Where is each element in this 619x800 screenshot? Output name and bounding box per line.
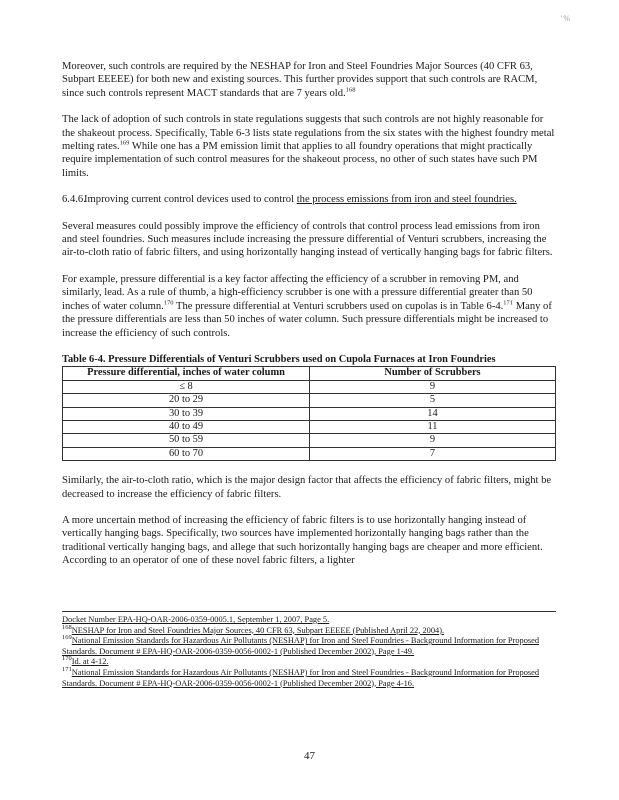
- scrubber-table: [62, 366, 556, 461]
- table-cell: 30 to 39: [63, 407, 310, 420]
- table-cell: 9: [310, 380, 556, 393]
- footnote-text: NESHAP for Iron and Steel Foundries Major Sources, 40 CFR 63, Subpart EEEEE (Published April 22, 2004).: [71, 625, 445, 635]
- paragraph-text: Several measures could possibly improve the efficiency of controls that control process lead emissions from iron and steel foundries. Such measures include increasing the pressure differential of Venturi scrubbers, increasing the air-to-cloth ratio of fabric filters, and using horizontally hanging instead of vertically hanging bags for fabric filters.: [62, 220, 553, 259]
- table-cell: ≤ 8: [63, 380, 310, 393]
- table-cell: 14: [310, 407, 556, 420]
- paragraph-pressure-differential: [62, 273, 556, 340]
- table-row: [63, 420, 556, 433]
- footnote-text: Docket Number EPA-HQ-OAR-2006-0359-0005.1, September 1, 2007, Page 5.: [62, 615, 330, 624]
- paragraph-air-to-cloth: [62, 474, 556, 501]
- table-row: [63, 434, 556, 447]
- footnote-ref: 171: [503, 299, 514, 307]
- table-cell: 20 to 29: [63, 394, 310, 407]
- section-title: [84, 193, 556, 206]
- section-title-underlined: the process emissions from iron and steel foundries.: [296, 194, 517, 206]
- paragraph-state-regulations: [62, 113, 556, 180]
- table-cell: 9: [310, 434, 556, 447]
- paragraph-text: Moreover, such controls are required by the NESHAP for Iron and Steel Foundries Major Sources (40 CFR 63, Subpart EEEEE) for both new and existing sources. This further provides support that such controls are RACM, since such controls represent MACT standards that are 7 years old.: [62, 61, 538, 99]
- section-title-text: Improving current control devices used to control: [84, 194, 297, 206]
- paragraph-text: The lack of adoption of such controls in state regulations suggests that such controls are not highly reasonable for the shakeout process. Specifically, Table 6-3 lists state regulations from the six states with the highest foundry metal melting rates.: [62, 114, 555, 153]
- footnote: [62, 657, 556, 668]
- footnote: [62, 615, 556, 626]
- table-row: [63, 394, 556, 407]
- footnote-text: Id. at 4-12.: [71, 657, 109, 667]
- table-row: [63, 407, 556, 420]
- table-row: [63, 380, 556, 393]
- document-body: [62, 60, 556, 581]
- paragraph-text: A more uncertain method of increasing the efficiency of fabric filters is to use horizontally hanging instead of vertically hanging bags. Specifically, two sources have implemented horizontally hanging bags rather than the traditional vertically hanging bags, and allege that such horizontally hanging bags are cheaper and more efficient. According to an operator of one of these novel fabric filters, a lighter: [62, 514, 543, 567]
- table-title: Table 6-4. Pressure Differentials of Venturi Scrubbers used on Cupola Furnaces at Iron Foundries: [62, 353, 496, 365]
- table-cell: 50 to 59: [63, 434, 310, 447]
- paragraph-text: While one has a PM emission limit that applies to all foundry operations that might practically require implementation of such control measures for the shakeout process, no other of such states have such PM limits.: [62, 141, 538, 179]
- footnote-number: 170: [62, 655, 72, 663]
- paragraph-text: The pressure differential at Venturi scrubbers used on cupolas is in Table 6-4.: [173, 300, 504, 312]
- footnote-text: National Emission Standards for Hazardous Air Pollutants (NESHAP) for Iron and Steel Foundries - Background Information for Proposed Standards. Document # EPA-HQ-OAR-2006-0359-0056-0002-1 (Published December 2002), Page 4-16.: [62, 667, 540, 688]
- table-cell: 7: [310, 447, 556, 460]
- footnote-number: 168: [62, 623, 72, 631]
- page-corner-mark: '%: [560, 14, 571, 23]
- section-number: 6.4.6.: [62, 194, 86, 206]
- table-row: [63, 447, 556, 460]
- footnote-ref: 169: [119, 139, 130, 147]
- table-cell: 11: [310, 420, 556, 433]
- footnote-number: 171: [62, 666, 72, 674]
- footnote-ref: 170: [163, 299, 174, 307]
- footnote-number: 169: [62, 634, 72, 642]
- paragraph-text: For example, pressure differential is a key factor affecting the efficiency of a scrubber in removing PM, and similarly, lead. As a rule of thumb, a high-efficiency scrubber is one with a pressure differential greater than 50 inches of water column.: [62, 273, 533, 312]
- paragraph-text: Similarly, the air-to-cloth ratio, which is the major design factor that affects the efficiency of fabric filters, might be decreased to increase the efficiency of fabric filters.: [62, 475, 552, 500]
- footnote-text: National Emission Standards for Hazardous Air Pollutants (NESHAP) for Iron and Steel Foundries - Background Information for Proposed Standards. Document # EPA-HQ-OAR-2006-0359-0056-0002-1 (Published December 2002), Page 1-49.: [62, 636, 540, 656]
- table-cell: 5: [310, 394, 556, 407]
- footnote: [62, 636, 556, 657]
- footnote: [62, 623, 556, 637]
- table-cell: 40 to 49: [63, 420, 310, 433]
- paragraph-measures: [62, 220, 556, 260]
- column-header: Number of Scrubbers: [310, 367, 556, 380]
- paragraph-racm: [62, 60, 556, 100]
- table-header-row: [63, 367, 556, 380]
- paragraph-text: Many of the pressure differentials are less than 50 inches of water column. Such pressure differentials might be increased to increase the efficiency of such controls.: [62, 300, 552, 339]
- section-heading: [62, 193, 556, 206]
- paragraph-horizontal-bags: [62, 514, 556, 568]
- column-header: Pressure differential, inches of water column: [63, 367, 310, 380]
- table-cell: 60 to 70: [63, 447, 310, 460]
- page-number: 47: [304, 750, 315, 762]
- footnote: [62, 668, 556, 689]
- footnotes-section: [62, 611, 556, 689]
- footnote-ref: 168: [345, 86, 356, 94]
